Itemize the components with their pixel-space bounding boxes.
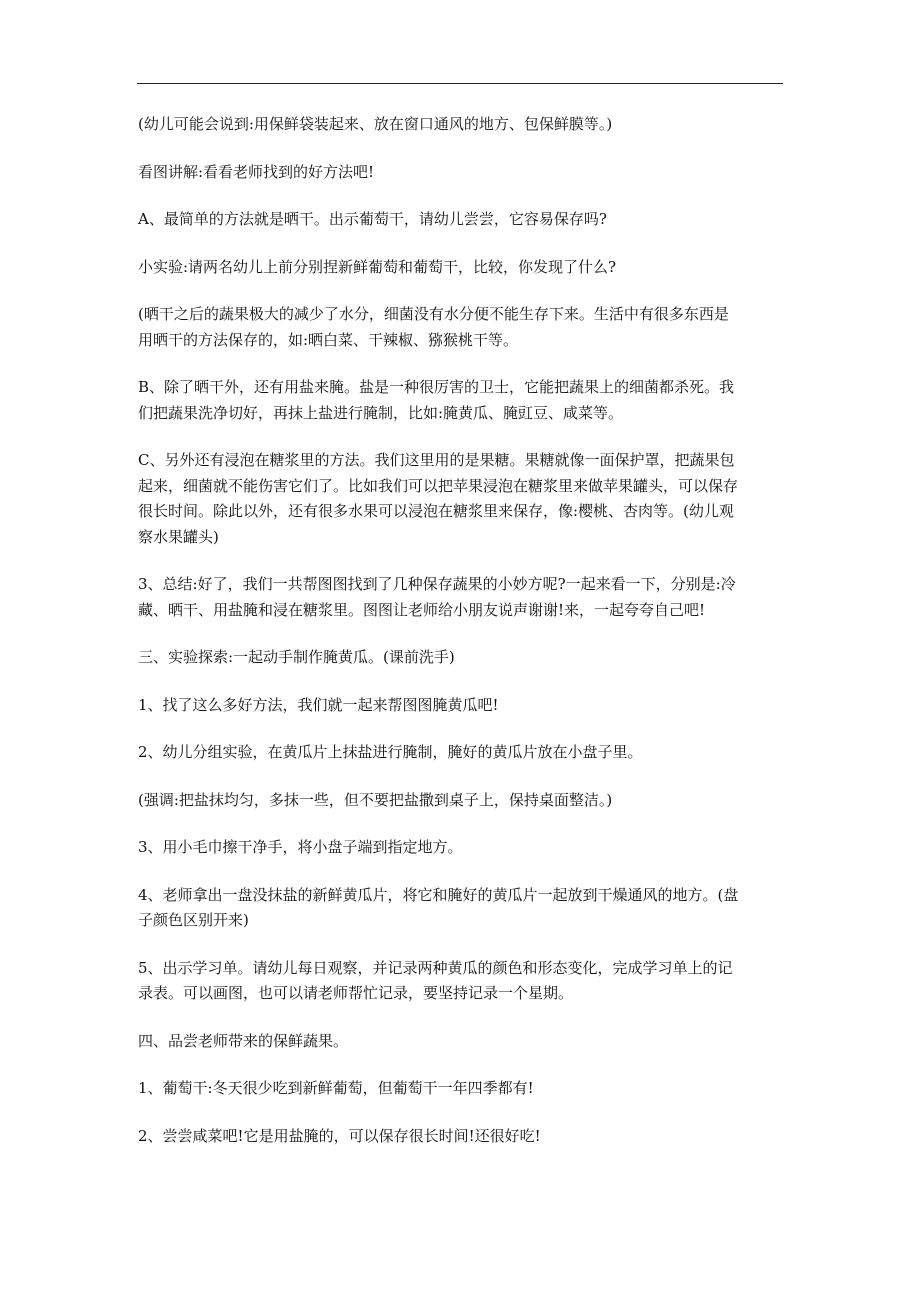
document-body [138,112,786,1149]
paragraph-small-experiment: 小实验:请两名幼儿上前分别捏新鲜葡萄和葡萄干，比较，你发现了什么? [138,257,617,276]
paragraph-method-a: A、最简单的方法就是晒干。出示葡萄干，请幼儿尝尝，它容易保存吗? [138,210,607,228]
paragraph-summary: 3、总结:好了，我们一共帮图图找到了几种保存蔬果的小妙方呢?一起来看一下，分别是:冷 藏、晒干、用盐腌和浸在糖浆里。图图让老师给小朋友说声谢谢!来，一起夸夸自己吧! [138,575,736,619]
header-rule [137,83,783,84]
paragraph-drying-explanation: (晒干之后的蔬果极大的减少了水分，细菌没有水分便不能生存下来。生活中有很多东西是 用晒干的方法保存的，如:晒白菜、干辣椒、猕猴桃干等。 [138,305,729,349]
paragraph-method-c: C、另外还有浸泡在糖浆里的方法。我们这里用的是果糖。果糖就像一面保护罩，把蔬果包 起来，细菌就不能伤害它们了。比如我们可以把苹果浸泡在糖浆里来做苹果罐头，可以保存 很长时间。除此以外，还有很多水果可以浸泡在糖浆里来保存，像:樱桃、杏肉等。(幼儿观 察水果罐头) [138,451,739,546]
paragraph-picture-explanation: 看图讲解:看看老师找到的好方法吧! [138,162,375,181]
paragraph-step-3: 3、用小毛巾擦干净手，将小盘子端到指定地方。 [138,838,463,856]
section-heading-experiment: 三、实验探索:一起动手制作腌黄瓜。(课前洗手) [138,648,455,666]
section-heading-tasting: 四、品尝老师带来的保鲜蔬果。 [138,1031,349,1050]
paragraph-tasting-1: 1、葡萄干:冬天很少吃到新鲜葡萄，但葡萄干一年四季都有! [138,1079,534,1097]
paragraph-child-responses: (幼儿可能会说到:用保鲜袋装起来、放在窗口通风的地方、包保鲜膜等。) [138,115,613,133]
paragraph-tasting-2: 2、尝尝咸菜吧!它是用盐腌的，可以保存很长时间!还很好吃! [138,1126,541,1145]
paragraph-emphasis: (强调:把盐抹均匀，多抹一些，但不要把盐撒到桌子上，保持桌面整洁。) [138,790,613,809]
paragraph-method-b: B、除了晒干外，还有用盐来腌。盐是一种很厉害的卫士，它能把蔬果上的细菌都杀死。我 们把蔬果洗净切好，再抹上盐进行腌制，比如:腌黄瓜、腌豇豆、咸菜等。 [138,378,735,422]
paragraph-step-4: 4、老师拿出一盘没抹盐的新鲜黄瓜片，将它和腌好的黄瓜片一起放到干燥通风的地方。(盘 子颜色区别开来) [138,885,739,929]
paragraph-step-5: 5、出示学习单。请幼儿每日观察，并记录两种黄瓜的颜色和形态变化，完成学习单上的记 录表。可以画图，也可以请老师帮忙记录，要坚持记录一个星期。 [138,958,733,1002]
paragraph-step-1: 1、找了这么多好方法，我们就一起来帮图图腌黄瓜吧! [138,695,499,714]
paragraph-step-2: 2、幼儿分组实验，在黄瓜片上抹盐进行腌制，腌好的黄瓜片放在小盘子里。 [138,743,643,761]
